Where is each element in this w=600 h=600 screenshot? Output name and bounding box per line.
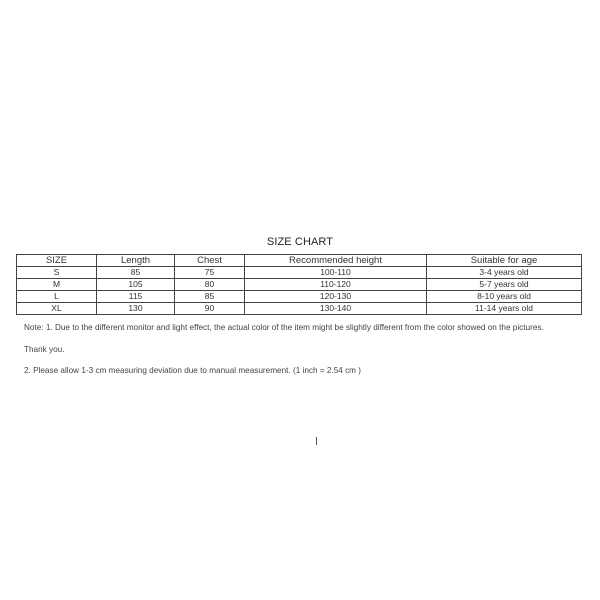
cell-chest: 75: [175, 267, 245, 279]
measurement-note: 2. Please allow 1-3 cm measuring deviation due to manual measurement. (1 inch = 2.54 cm ): [24, 366, 361, 375]
table-row: [17, 303, 582, 315]
table-row: [17, 267, 582, 279]
cell-height: 130-140: [245, 303, 427, 315]
cell-size: M: [17, 279, 97, 291]
cell-size: S: [17, 267, 97, 279]
header-length: Length: [97, 255, 175, 267]
size-chart-table: [16, 254, 582, 315]
table-header-row: [17, 255, 582, 267]
cell-age: 11-14 years old: [427, 303, 582, 315]
cell-size: XL: [17, 303, 97, 315]
cell-age: 5-7 years old: [427, 279, 582, 291]
cell-height: 100-110: [245, 267, 427, 279]
cell-chest: 85: [175, 291, 245, 303]
size-chart-title: SIZE CHART: [266, 236, 334, 248]
cell-height: 120-130: [245, 291, 427, 303]
color-note: Note: 1. Due to the different monitor and light effect, the actual color of the item might be slightly different from the color showed on the pictures.: [24, 323, 544, 332]
cell-length: 105: [97, 279, 175, 291]
header-recommended-height: Recommended height: [245, 255, 427, 267]
cell-length: 115: [97, 291, 175, 303]
table-row: [17, 291, 582, 303]
cell-chest: 80: [175, 279, 245, 291]
header-suitable-age: Suitable for age: [427, 255, 582, 267]
cell-age: 3-4 years old: [427, 267, 582, 279]
text-cursor-mark: [316, 437, 317, 445]
cell-length: 85: [97, 267, 175, 279]
thank-you-note: Thank you.: [24, 345, 65, 354]
cell-age: 8-10 years old: [427, 291, 582, 303]
header-size: SIZE: [17, 255, 97, 267]
cell-height: 110-120: [245, 279, 427, 291]
header-chest: Chest: [175, 255, 245, 267]
cell-chest: 90: [175, 303, 245, 315]
cell-length: 130: [97, 303, 175, 315]
table-row: [17, 279, 582, 291]
cell-size: L: [17, 291, 97, 303]
